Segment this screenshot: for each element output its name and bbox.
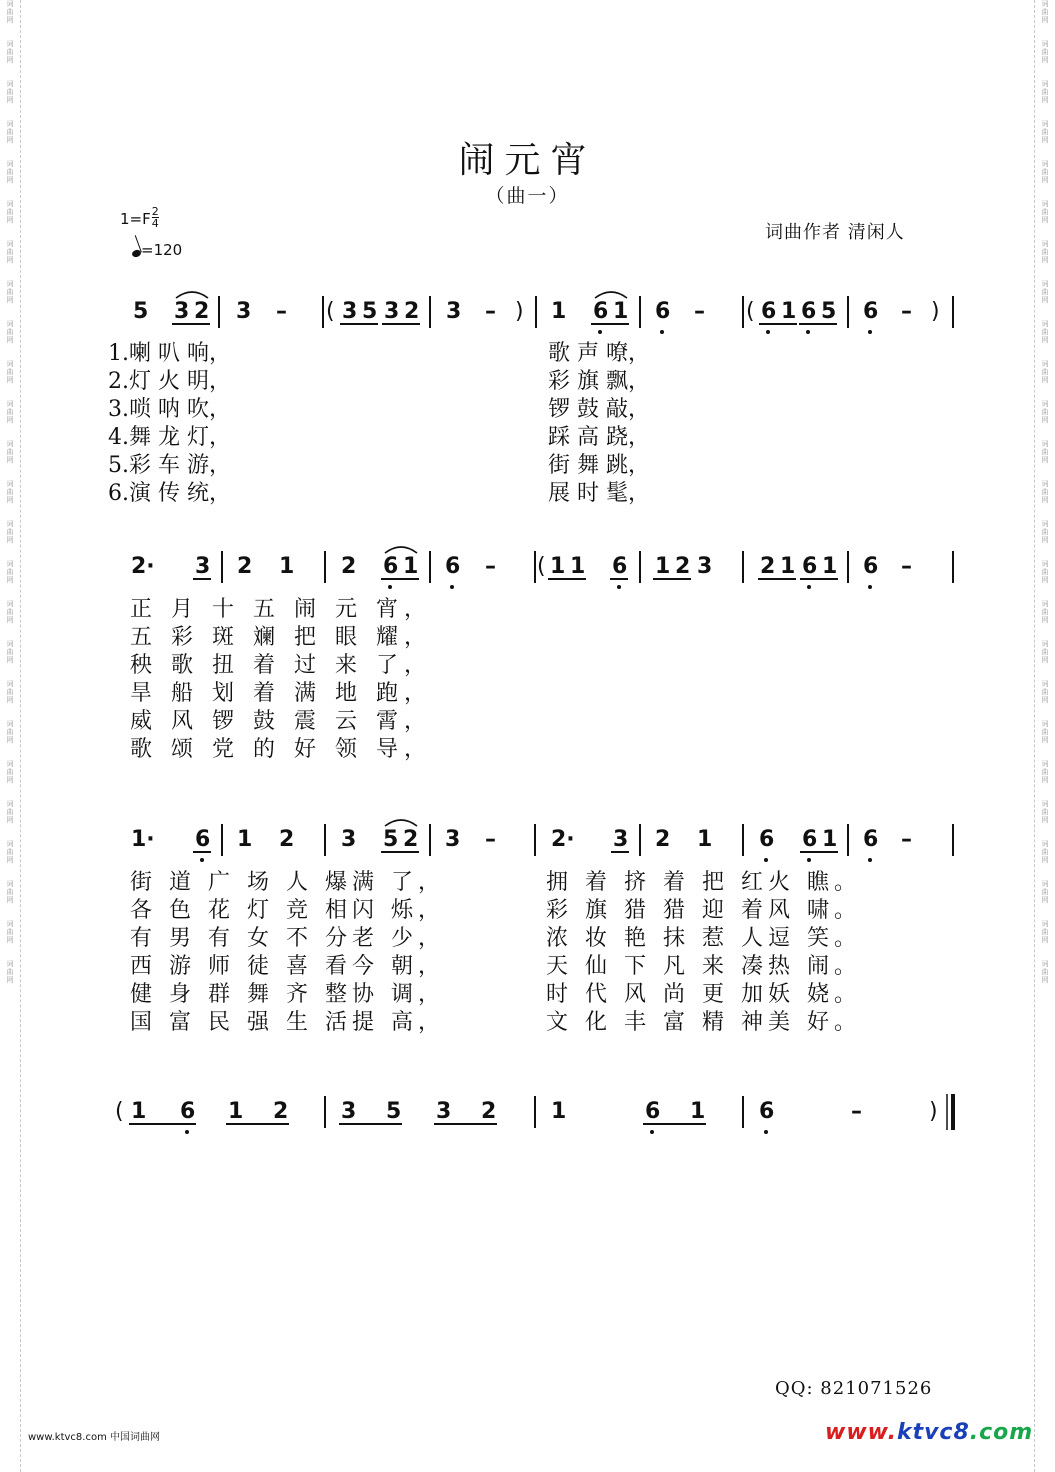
svg-text:5: 5 — [383, 827, 399, 852]
svg-text:–: – — [694, 299, 705, 324]
svg-text:1: 1 — [655, 554, 671, 579]
key-signature — [120, 205, 159, 231]
svg-text:6: 6 — [761, 299, 777, 324]
svg-text:–: – — [901, 554, 912, 579]
lyric-line: 歌 声 嘹， — [548, 341, 650, 366]
svg-text:3: 3 — [174, 299, 190, 324]
line2-notes — [131, 547, 953, 589]
svg-text:–: – — [276, 299, 287, 324]
lyric-line: 3.唢 呐 吹， — [108, 397, 231, 422]
svg-text:6: 6 — [383, 554, 399, 579]
svg-text:6: 6 — [802, 554, 818, 579]
lyric-line: 2.灯 火 明， — [108, 369, 231, 394]
lyric-line: 1.喇 叭 响， — [108, 341, 231, 366]
svg-text:6: 6 — [195, 827, 211, 852]
lyric-line: 锣 鼓 敲， — [548, 397, 650, 422]
lyric-line: 6.演 传 统， — [108, 481, 231, 506]
cut-line-left — [20, 0, 21, 1472]
notation-line-3 — [0, 808, 1055, 868]
logo-tld: .com — [969, 1420, 1034, 1445]
lyric-line: 展 时 髦， — [548, 481, 650, 506]
svg-text:1: 1 — [403, 554, 419, 579]
svg-text:6: 6 — [180, 1099, 196, 1124]
lyric-line: 天 仙 下 凡 来 凑热 闹。 — [546, 954, 861, 979]
svg-text:1: 1 — [697, 827, 713, 852]
lyric-line: 浓 妆 艳 抹 惹 人逗 笑。 — [546, 926, 861, 951]
svg-text:6: 6 — [645, 1099, 661, 1124]
logo-domain: ktvc8 — [896, 1420, 970, 1445]
svg-text:1: 1 — [780, 554, 796, 579]
svg-text:2: 2 — [403, 827, 419, 852]
lyric-line: 街 道 广 场 人 爆满 了， — [130, 870, 445, 895]
svg-text:2·: 2· — [131, 554, 155, 579]
svg-text:3: 3 — [236, 299, 252, 324]
tempo-marking — [132, 241, 182, 259]
lyric-line: 时 代 风 尚 更 加妖 娆。 — [546, 982, 861, 1007]
svg-text:(: ( — [326, 299, 335, 324]
svg-text:(: ( — [115, 1099, 124, 1124]
notation-line-2 — [0, 535, 1055, 595]
svg-text:2: 2 — [279, 827, 295, 852]
svg-text:5: 5 — [386, 1099, 402, 1124]
svg-text:2: 2 — [273, 1099, 289, 1124]
svg-text:1: 1 — [781, 299, 797, 324]
svg-text:1: 1 — [228, 1099, 244, 1124]
svg-text:1: 1 — [551, 299, 567, 324]
footer-site-text: www.ktvc8.com 中国词曲网 — [28, 1432, 161, 1443]
svg-text:3: 3 — [341, 827, 357, 852]
key-label: 1=F — [120, 210, 151, 228]
svg-text:6: 6 — [445, 554, 461, 579]
time-sig-numerator: 2 — [151, 205, 159, 218]
svg-text:6: 6 — [612, 554, 628, 579]
site-logo — [825, 1420, 1033, 1445]
svg-text:2: 2 — [675, 554, 691, 579]
lyric-line: 五 彩 斑 斓 把 眼 耀， — [130, 625, 432, 650]
author-credit: 词曲作者 清闲人 — [765, 222, 905, 243]
svg-text:1: 1 — [279, 554, 295, 579]
svg-text:6: 6 — [593, 299, 609, 324]
lyric-line: 正 月 十 五 闹 元 宵， — [130, 597, 432, 622]
svg-text:–: – — [901, 299, 912, 324]
svg-text:6: 6 — [802, 827, 818, 852]
svg-text:3: 3 — [697, 554, 713, 579]
svg-text:3: 3 — [342, 299, 358, 324]
svg-text:2: 2 — [655, 827, 671, 852]
svg-text:6: 6 — [759, 1099, 775, 1124]
svg-text:2: 2 — [194, 299, 210, 324]
time-signature — [152, 206, 159, 229]
svg-text:1: 1 — [822, 827, 838, 852]
svg-text:(: ( — [537, 554, 546, 579]
svg-text:2: 2 — [481, 1099, 497, 1124]
lyric-line: 国 富 民 强 生 活提 高， — [130, 1010, 445, 1035]
svg-text:3: 3 — [195, 554, 211, 579]
svg-text:2·: 2· — [551, 827, 575, 852]
line4-notes — [115, 1094, 953, 1134]
svg-text:2: 2 — [760, 554, 776, 579]
svg-text:1: 1 — [613, 299, 629, 324]
lyric-line: 5.彩 车 游， — [108, 453, 231, 478]
svg-text:–: – — [485, 299, 496, 324]
lyric-line: 彩 旗 飘， — [548, 369, 650, 394]
line1-notes — [133, 292, 953, 334]
cut-line-right — [1034, 0, 1035, 1472]
svg-text:2: 2 — [404, 299, 420, 324]
svg-text:3: 3 — [341, 1099, 357, 1124]
svg-text:6: 6 — [655, 299, 671, 324]
logo-www: www. — [825, 1420, 897, 1445]
svg-text:5: 5 — [821, 299, 837, 324]
lyric-line: 街 舞 跳， — [548, 453, 650, 478]
svg-text:): ) — [515, 299, 524, 324]
svg-text:3: 3 — [384, 299, 400, 324]
lyric-line: 歌 颂 党 的 好 领 导， — [130, 737, 432, 762]
lyric-line: 西 游 师 徒 喜 看今 朝， — [130, 954, 445, 979]
lyric-line: 彩 旗 猎 猎 迎 着风 啸。 — [546, 898, 861, 923]
tempo-value: =120 — [141, 241, 183, 259]
lyric-line: 各 色 花 灯 竞 相闪 烁， — [130, 898, 445, 923]
svg-text:2: 2 — [237, 554, 253, 579]
svg-text:3: 3 — [613, 827, 629, 852]
notation-line-4 — [0, 1080, 1055, 1140]
svg-text:3: 3 — [446, 299, 462, 324]
lyric-line: 拥 着 挤 着 把 红火 瞧。 — [546, 870, 861, 895]
svg-text:6: 6 — [863, 827, 879, 852]
svg-text:1: 1 — [131, 1099, 147, 1124]
svg-text:–: – — [485, 554, 496, 579]
time-sig-denominator: 4 — [151, 217, 159, 230]
svg-text:1: 1 — [237, 827, 253, 852]
line3-notes — [131, 820, 953, 862]
svg-text:–: – — [851, 1099, 862, 1124]
lyric-line: 秧 歌 扭 着 过 来 了， — [130, 653, 432, 678]
svg-text:1: 1 — [690, 1099, 706, 1124]
svg-text:6: 6 — [863, 299, 879, 324]
svg-text:3: 3 — [436, 1099, 452, 1124]
svg-text:–: – — [901, 827, 912, 852]
side-watermark-right: 词 曲 网 词 曲 网 词 曲 网 词 曲 网 词 曲 网 词 曲 网 词 曲 网 词 曲 网 词 曲 网 词 曲 网 词 曲 网 词 曲 网 词 曲 网 词 曲 网 词 曲 网 词 曲 网 词 曲 网 词 曲 网 词 曲 网 词 曲 网 词 曲 网 词 曲 网 词 曲 网 词 曲 网 词 曲 网 — [1041, 0, 1049, 984]
svg-text:1: 1 — [822, 554, 838, 579]
svg-text:6: 6 — [759, 827, 775, 852]
lyric-line: 旱 船 划 着 满 地 跑， — [130, 681, 432, 706]
svg-text:): ) — [931, 299, 940, 324]
svg-text:–: – — [485, 827, 496, 852]
lyric-line: 有 男 有 女 不 分老 少， — [130, 926, 445, 951]
lyric-line: 威 风 锣 鼓 震 云 霄， — [130, 709, 432, 734]
svg-text:1: 1 — [551, 1099, 567, 1124]
svg-text:6: 6 — [801, 299, 817, 324]
svg-text:5: 5 — [133, 299, 149, 324]
svg-text:(: ( — [746, 299, 755, 324]
svg-text:1: 1 — [570, 554, 586, 579]
qq-contact: QQ: 821071526 — [775, 1378, 933, 1399]
lyric-line: 健 身 群 舞 齐 整协 调， — [130, 982, 445, 1007]
svg-text:1·: 1· — [131, 827, 155, 852]
lyric-line: 文 化 丰 富 精 神美 好。 — [546, 1010, 861, 1035]
notation-line-1 — [0, 280, 1055, 340]
song-subtitle: （曲一） — [485, 185, 570, 207]
svg-text:5: 5 — [362, 299, 378, 324]
svg-text:6: 6 — [863, 554, 879, 579]
svg-text:): ) — [929, 1099, 938, 1124]
svg-text:1: 1 — [550, 554, 566, 579]
song-title: 闹元宵 — [458, 140, 597, 181]
lyric-line: 4.舞 龙 灯， — [108, 425, 231, 450]
svg-text:2: 2 — [341, 554, 357, 579]
side-watermark-left: 词 曲 网 词 曲 网 词 曲 网 词 曲 网 词 曲 网 词 曲 网 词 曲 网 词 曲 网 词 曲 网 词 曲 网 词 曲 网 词 曲 网 词 曲 网 词 曲 网 词 曲 网 词 曲 网 词 曲 网 词 曲 网 词 曲 网 词 曲 网 词 曲 网 词 曲 网 词 曲 网 词 曲 网 词 曲 网 — [6, 0, 14, 984]
lyric-line: 踩 高 跷， — [548, 425, 650, 450]
svg-text:3: 3 — [445, 827, 461, 852]
